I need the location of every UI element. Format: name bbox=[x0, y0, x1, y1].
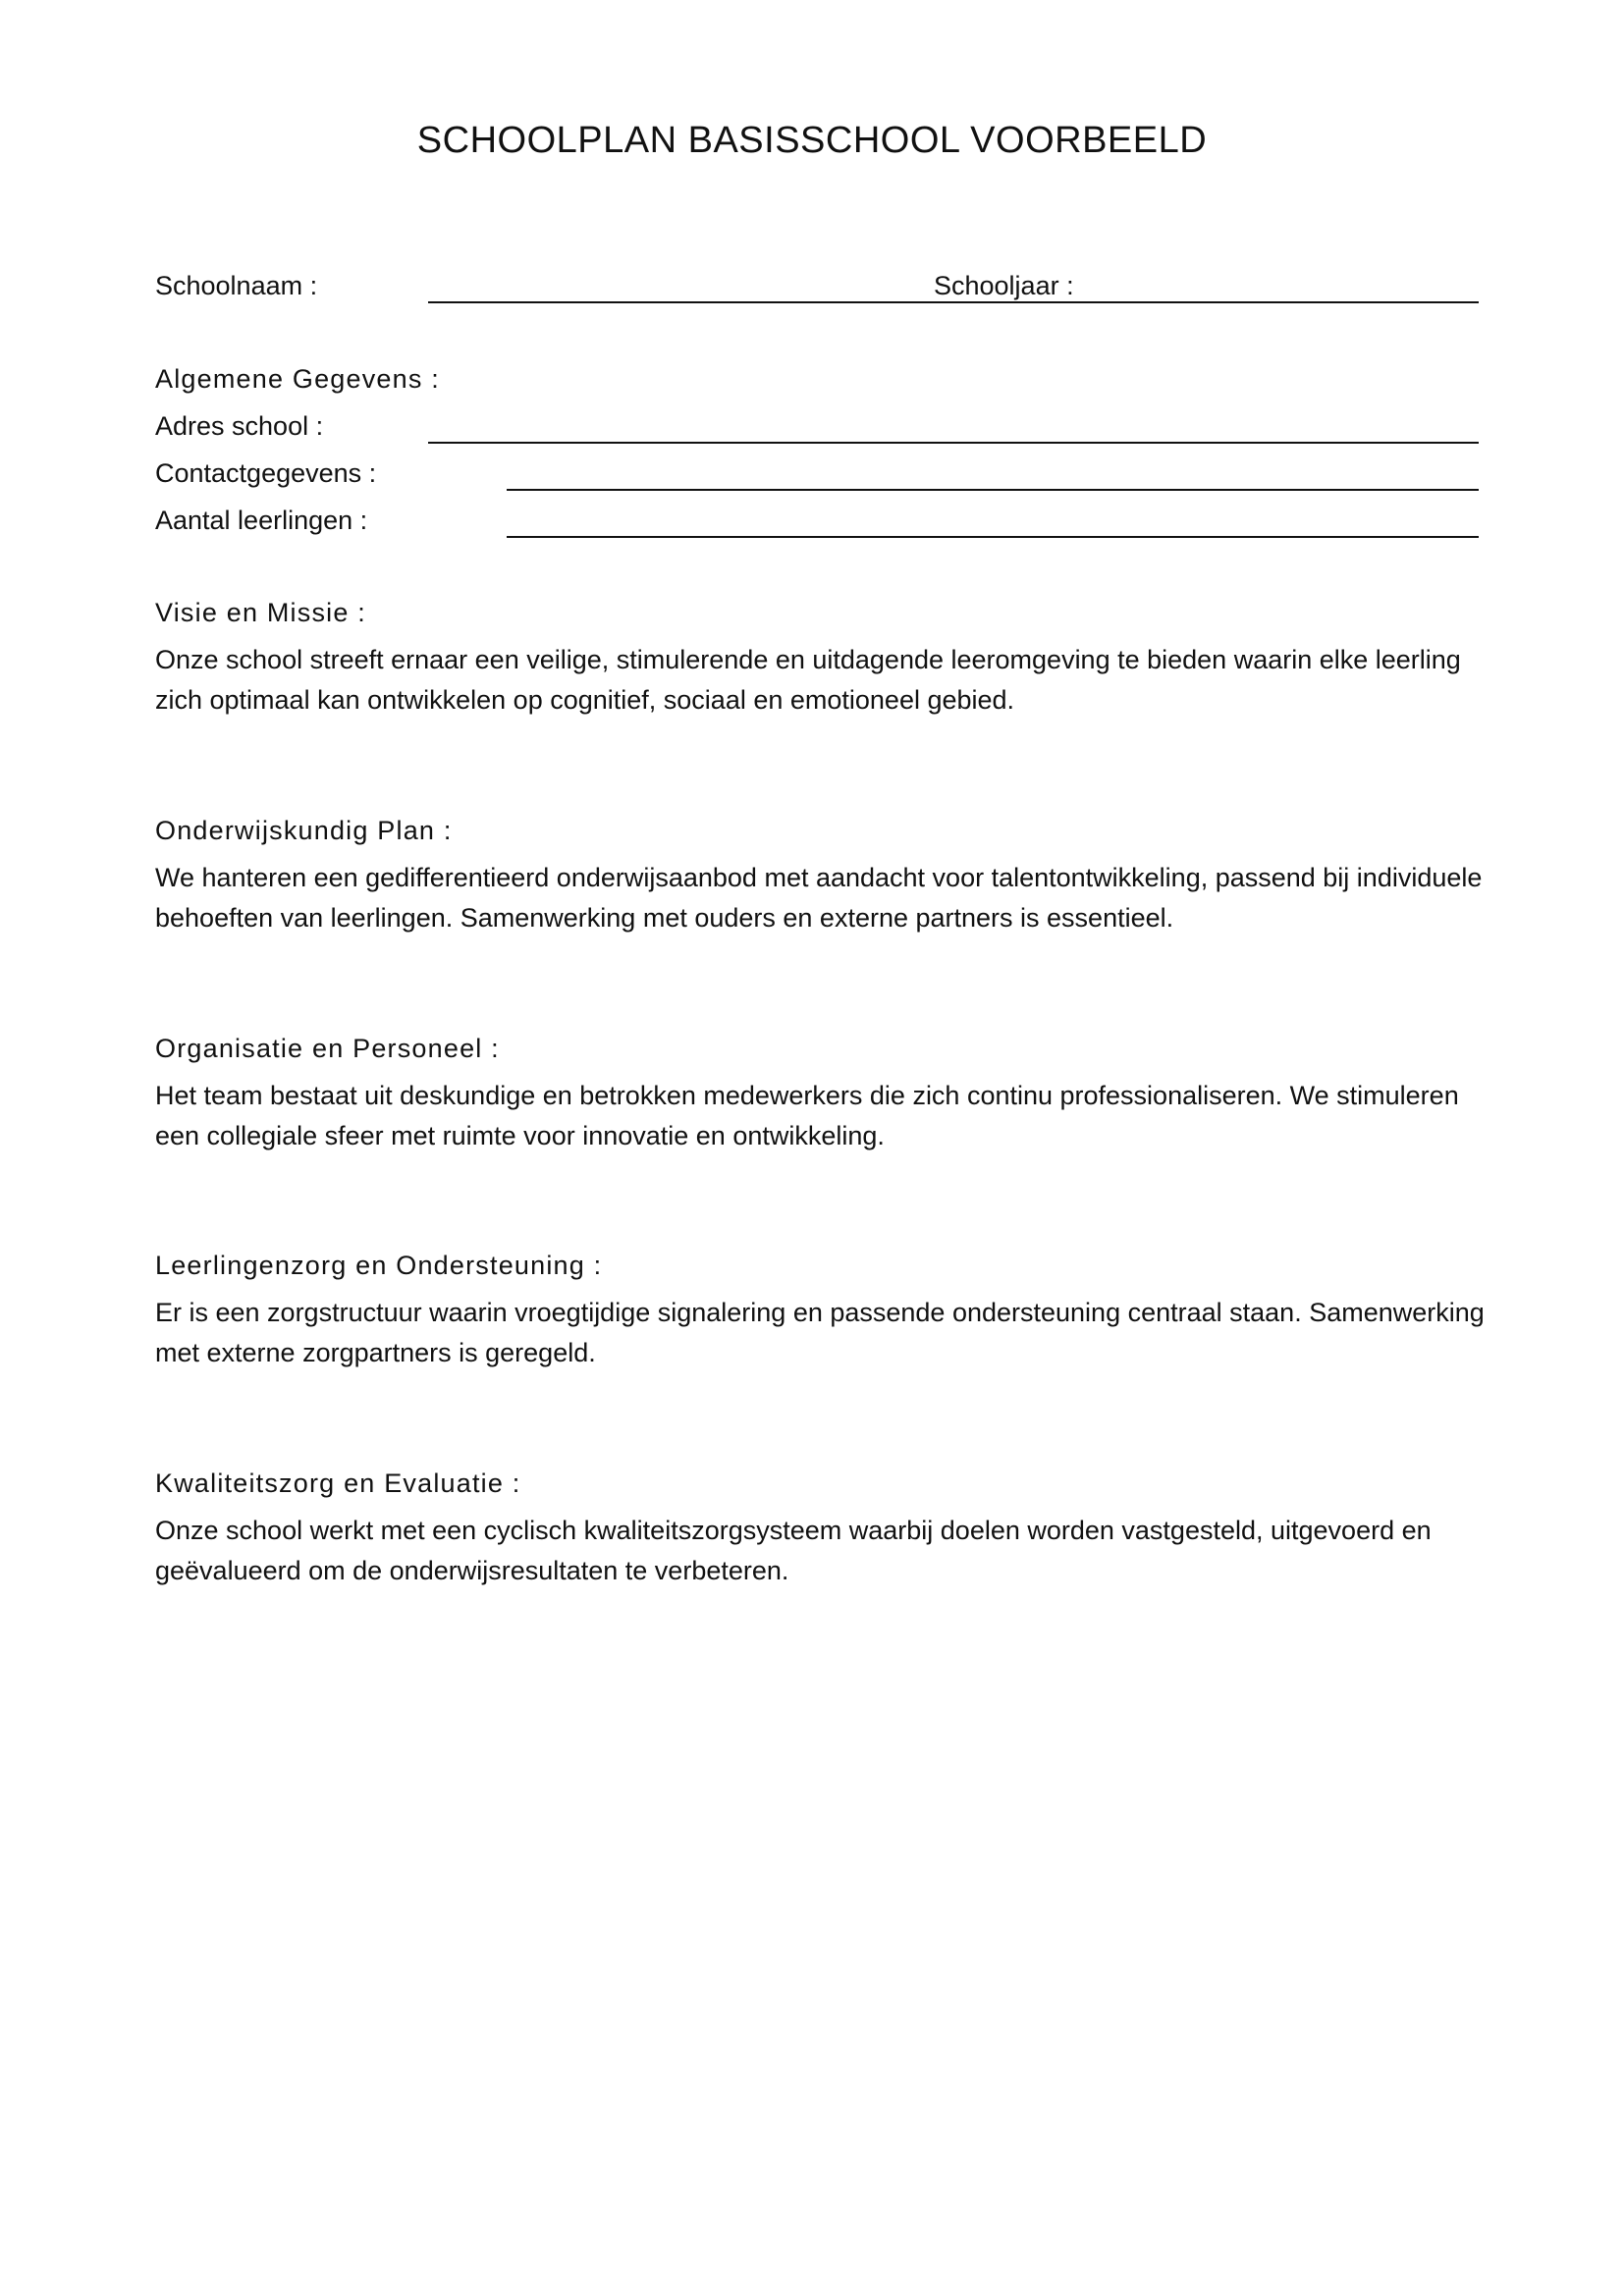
section-text-organisatie: Het team bestaat uit deskundige en betrokken medewerkers die zich continu professionaliseren. We stimuleren een collegiale sfeer met ruimte voor innovatie en ontwikkeling. bbox=[155, 1081, 1459, 1150]
section-heading-kwaliteitszorg: Kwaliteitszorg en Evaluatie : bbox=[155, 1468, 521, 1498]
schoolnaam-label: Schoolnaam : bbox=[155, 271, 318, 300]
leerlingen-label: Aantal leerlingen : bbox=[155, 506, 368, 535]
section-heading-leerlingenzorg: Leerlingenzorg en Ondersteuning : bbox=[155, 1251, 603, 1280]
adres-label: Adres school : bbox=[155, 411, 324, 441]
section-text-onderwijskundig: We hanteren een gedifferentieerd onderwijsaanbod met aandacht voor talentontwikkeling, passend bij individuele behoeften van leerlingen. Samenwerking met ouders en externe partners is essentieel. bbox=[155, 863, 1483, 933]
algemene-gegevens-heading: Algemene Gegevens : bbox=[155, 364, 440, 394]
section-heading-visie: Visie en Missie : bbox=[155, 598, 366, 627]
schoolnaam-field-line[interactable] bbox=[428, 301, 1479, 303]
contact-label: Contactgegevens : bbox=[155, 458, 377, 488]
section-text-kwaliteitszorg: Onze school werkt met een cyclisch kwaliteitszorgsysteem waarbij doelen worden vastgesteld, uitgevoerd en geëvalueerd om de onderwijsresultaten te verbeteren. bbox=[155, 1516, 1432, 1585]
leerlingen-field-line[interactable] bbox=[507, 536, 1479, 538]
contact-field-line[interactable] bbox=[507, 489, 1479, 491]
section-heading-onderwijskundig: Onderwijskundig Plan : bbox=[155, 816, 453, 845]
adres-field-line[interactable] bbox=[428, 442, 1479, 444]
section-text-leerlingenzorg: Er is een zorgstructuur waarin vroegtijdige signalering en passende ondersteuning centraal staan. Samenwerking met externe zorgpartners is geregeld. bbox=[155, 1298, 1485, 1367]
schooljaar-label: Schooljaar : bbox=[934, 271, 1074, 300]
section-heading-organisatie: Organisatie en Personeel : bbox=[155, 1034, 500, 1063]
section-text-visie: Onze school streeft ernaar een veilige, stimulerende en uitdagende leeromgeving te bieden waarin elke leerling zich optimaal kan ontwikkelen op cognitief, sociaal en emotioneel gebied. bbox=[155, 645, 1461, 715]
document-title: SCHOOLPLAN BASISSCHOOL VOORBEELD bbox=[416, 120, 1208, 161]
